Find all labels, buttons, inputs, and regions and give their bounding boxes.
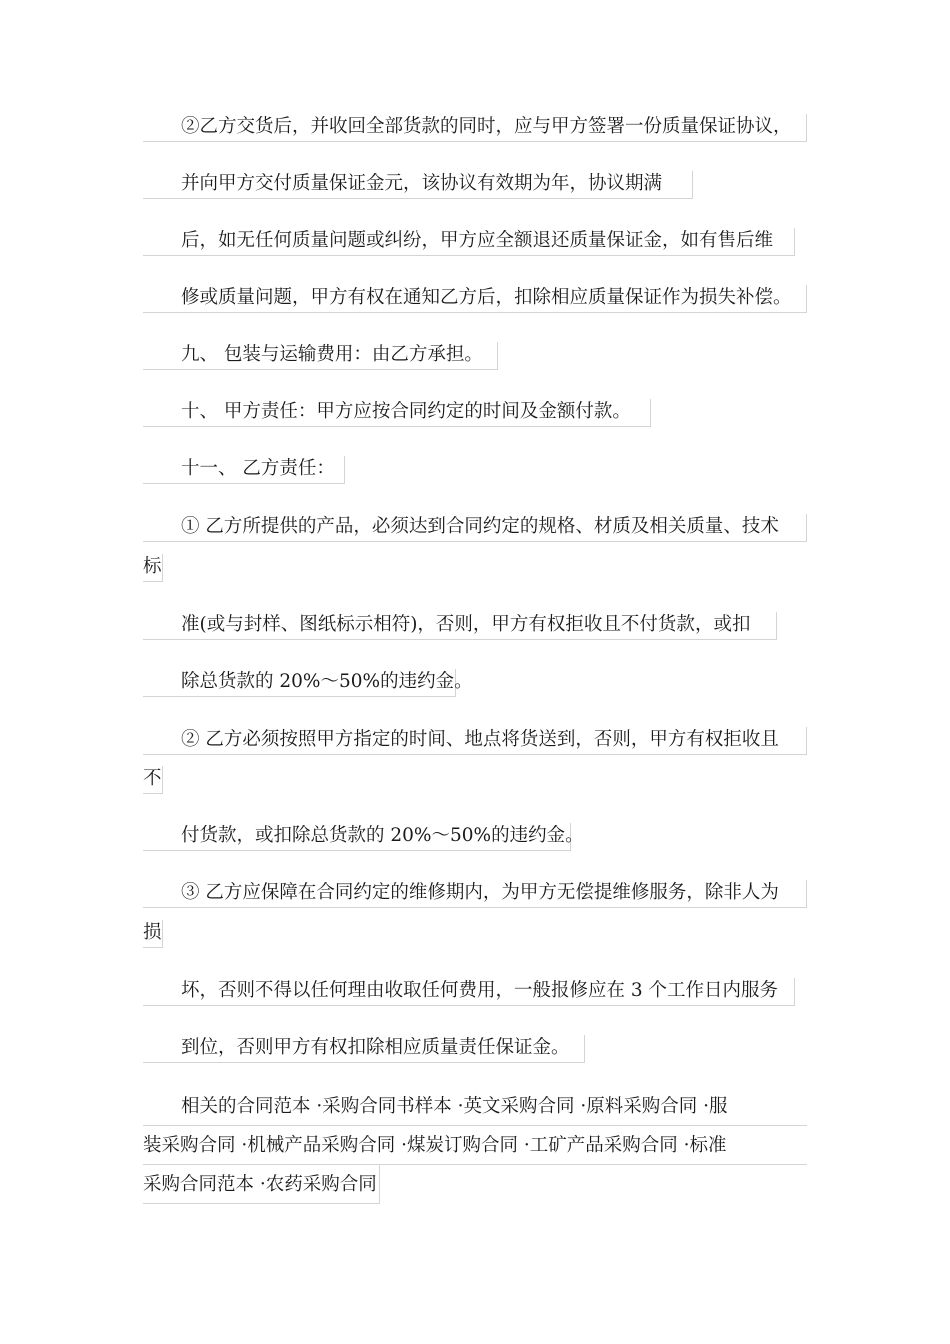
paragraph-line: 损: [143, 920, 163, 948]
paragraph-line: 准(或与封样、图纸标示相符)，否则，甲方有权拒收且不付货款，或扣: [143, 612, 777, 640]
section-heading: 十一、 乙方责任：: [143, 456, 345, 484]
paragraph-line: ② 乙方必须按照甲方指定的时间、地点将货送到，否则，甲方有权拒收且: [143, 727, 807, 755]
paragraph-line: 修或质量问题，甲方有权在通知乙方后，扣除相应质量保证作为损失补偿。: [143, 285, 807, 313]
paragraph-line: 坏，否则不得以任何理由收取任何费用，一般报修应在 3 个工作日内服务: [143, 978, 795, 1006]
paragraph-line: 不: [143, 766, 163, 794]
paragraph-line: 付货款，或扣除总货款的 20%～50%的违约金。: [143, 823, 571, 851]
paragraph-line: 到位，否则甲方有权扣除相应质量责任保证金。: [143, 1035, 585, 1063]
paragraph-line: ②乙方交货后，并收回全部货款的同时，应与甲方签署一份质量保证协议，: [143, 114, 807, 142]
paragraph-line: ① 乙方所提供的产品，必须达到合同约定的规格、材质及相关质量、技术: [143, 514, 807, 542]
related-templates-line[interactable]: 装采购合同 ·机械产品采购合同 ·煤炭订购合同 ·工矿产品采购合同 ·标准: [143, 1126, 807, 1165]
paragraph-line: 标: [143, 554, 163, 582]
related-templates-line[interactable]: 采购合同范本 ·农药采购合同: [143, 1165, 380, 1204]
paragraph-line: 并向甲方交付质量保证金元，该协议有效期为年，协议期满: [143, 171, 693, 199]
related-templates-line[interactable]: 相关的合同范本 ·采购合同书样本 ·英文采购合同 ·原料采购合同 ·服: [143, 1087, 807, 1126]
section-heading: 十、 甲方责任：甲方应按合同约定的时间及金额付款。: [143, 399, 651, 427]
related-templates: [143, 1087, 807, 1218]
paragraph-line: 后，如无任何质量问题或纠纷，甲方应全额退还质量保证金，如有售后维: [143, 228, 795, 256]
section-heading: 九、 包装与运输费用：由乙方承担。: [143, 342, 498, 370]
paragraph-line: 除总货款的 20%～50%的违约金。: [143, 669, 456, 697]
paragraph-line: ③ 乙方应保障在合同约定的维修期内，为甲方无偿提维修服务，除非人为: [143, 880, 807, 908]
